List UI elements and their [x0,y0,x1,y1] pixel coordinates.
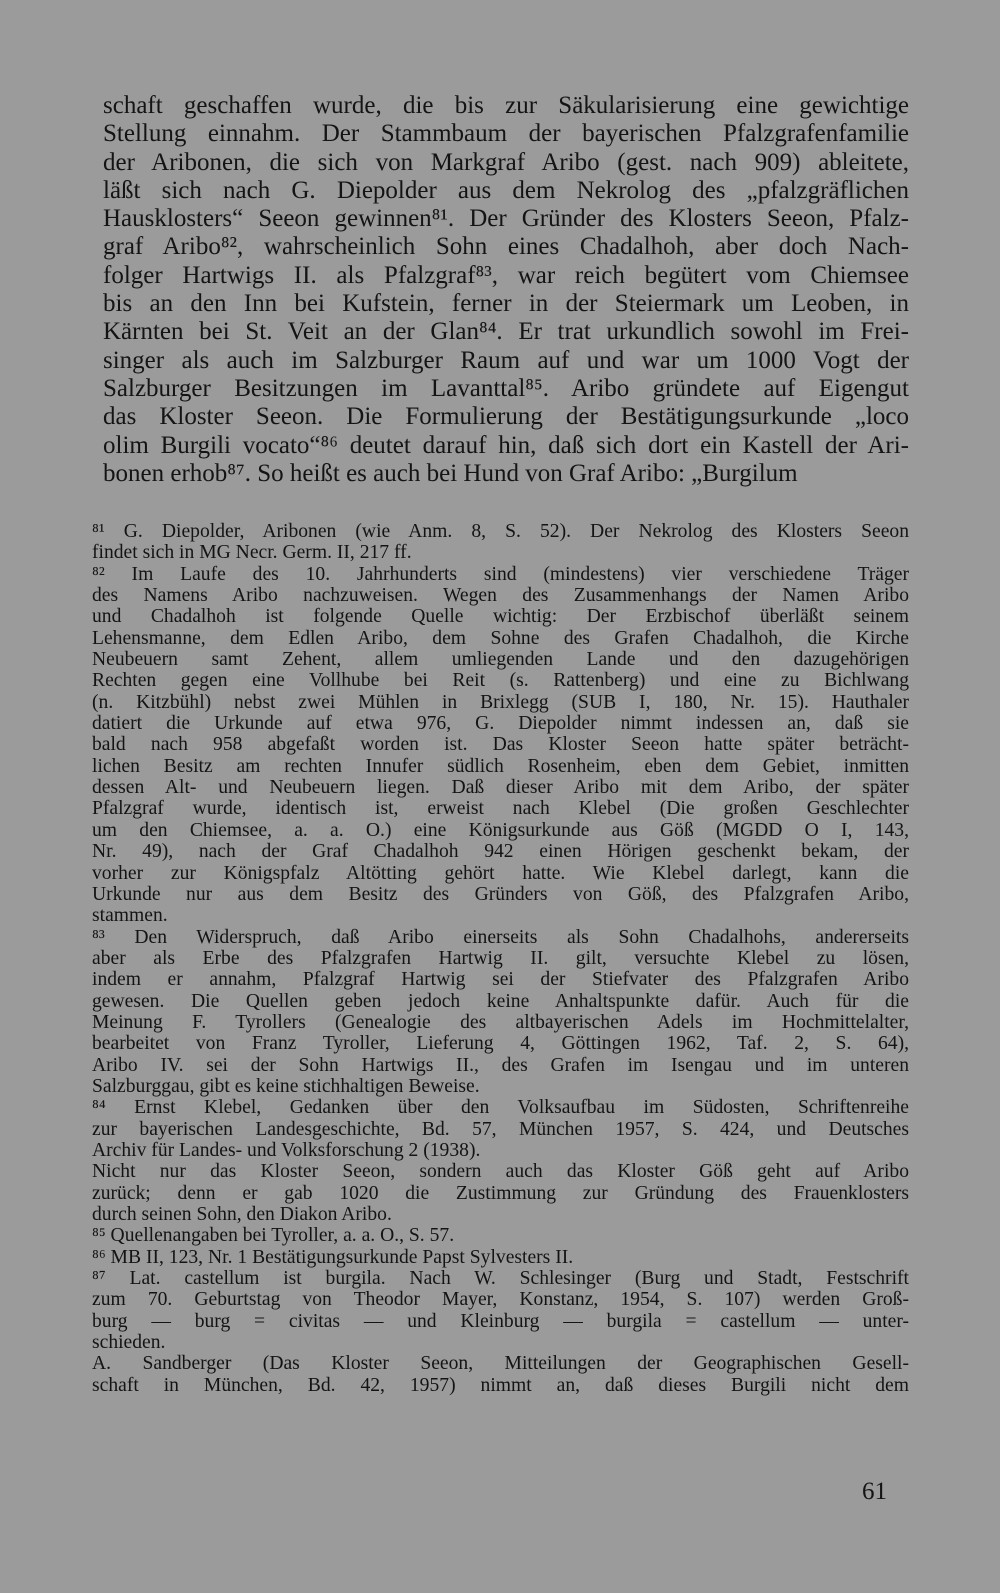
note-line: und Chadalhoh ist folgende Quelle wichtig: Der Erzbischof überläßt seinem [92,606,909,628]
note-line: ⁸³ Den Widerspruch, daß Aribo einerseits als Sohn Chadalhohs, andererseits [92,926,909,948]
note-line: Urkunde nur aus dem Besitz des Gründers von Göß, des Pfalzgrafen Aribo, [92,883,909,905]
body-line: graf Aribo⁸², wahrscheinlich Sohn eines Chadalhoh, aber doch Nach- [103,233,909,261]
note-line: zurück; denn er gab 1020 die Zustimmung zur Gründung des Frauenklosters [92,1182,909,1204]
body-line: singer als auch im Salzburger Raum auf und war um 1000 Vogt der [103,346,909,374]
body-line: bis an den Inn bei Kufstein, ferner in der Steiermark um Leoben, in [103,290,909,318]
note-line: ⁸¹ G. Diepolder, Aribonen (wie Anm. 8, S. 52). Der Nekrolog des Klosters Seeon [92,521,909,542]
body-line: Kärnten bei St. Veit an der Glan⁸⁴. Er trat urkundlich sowohl im Frei- [103,318,909,346]
note-line: zum 70. Geburtstag von Theodor Mayer, Konstanz, 1954, S. 107) werden Groß- [92,1289,909,1311]
note-line: bearbeitet von Franz Tyroller, Lieferung 4, Göttingen 1962, Taf. 2, S. 64), [92,1033,909,1055]
note-line: Meinung F. Tyrollers (Genealogie des altbayerischen Adels im Hochmittelalter, [92,1011,909,1033]
note-line: ⁸⁷ Lat. castellum ist burgila. Nach W. Schlesinger (Burg und Stadt, Festschrift [92,1268,909,1290]
note-line: lichen Besitz am rechten Innufer südlich Rosenheim, eben dem Gebiet, inmitten [92,755,909,777]
body-line: bonen erhob⁸⁷. So heißt es auch bei Hund von Graf Aribo: „Burgilum [103,459,798,487]
note-line: Salzburggau, gibt es keine stichhaltigen Beweise. [92,1075,480,1097]
note-line: findet sich in MG Necr. Germ. II, 217 ff. [92,542,412,564]
note-line: schaft in München, Bd. 42, 1957) nimmt an, daß dieses Burgili nicht dem [92,1374,909,1396]
note-line: A. Sandberger (Das Kloster Seeon, Mitteilungen der Geographischen Gesell- [92,1353,909,1375]
page-number: 61 [862,1478,887,1505]
note-line: stammen. [92,905,168,927]
note-line: des Namens Aribo nachzuweisen. Wegen des Zusammenhangs der Namen Aribo [92,585,909,607]
body-line: schaft geschaffen wurde, die bis zur Säkularisierung eine gewichtige [103,92,909,119]
note-line: durch seinen Sohn, den Diakon Aribo. [92,1204,392,1225]
note-line: Lehensmanne, dem Edlen Aribo, dem Sohne des Grafen Chadalhoh, die Kirche [92,627,909,649]
note-line: (n. Kitzbühl) nebst zwei Mühlen in Brixlegg (SUB I, 180, Nr. 15). Hauthaler [92,691,909,713]
body-line: folger Hartwigs II. als Pfalzgraf⁸³, war reich begütert vom Chiemsee [103,261,909,289]
body-text [103,92,909,488]
note-line: ⁸⁶ MB II, 123, Nr. 1 Bestätigungsurkunde Papst Sylvesters II. [92,1246,574,1268]
note-line: datiert die Urkunde auf etwa 976, G. Diepolder nimmt indessen an, daß sie [92,713,909,735]
note-line: ⁸² Im Laufe des 10. Jahrhunderts sind (mindestens) vier verschiedene Träger [92,563,909,585]
note-line: Archiv für Landes- und Volksforschung 2 (1938). [92,1139,481,1161]
note-line: Neubeuern samt Zehent, allem umliegenden Lande und den dazugehörigen [92,649,909,671]
body-line: Hausklosters“ Seeon gewinnen⁸¹. Der Gründer des Klosters Seeon, Pfalz- [103,205,909,233]
note-line: vorher zur Königspfalz Altötting gehört hatte. Wie Klebel darlegt, kann die [92,862,909,884]
note-line: aber als Erbe des Pfalzgrafen Hartwig II. gilt, versuchte Klebel zu lösen, [92,947,909,969]
body-line: läßt sich nach G. Diepolder aus dem Nekrolog des „pfalzgräflichen [103,176,909,204]
note-line: bald nach 958 abgefaßt worden ist. Das Kloster Seeon hatte später beträcht- [92,734,909,756]
note-line: indem er annahm, Pfalzgraf Hartwig sei der Stiefvater des Pfalzgrafen Aribo [92,969,909,991]
note-line: burg — burg = civitas — und Kleinburg — burgila = castellum — unter- [92,1310,909,1332]
body-line: Salzburger Besitzungen im Lavanttal⁸⁵. Aribo gründete auf Eigengut [103,374,909,402]
note-line: schieden. [92,1332,166,1354]
body-line: der Aribonen, die sich von Markgraf Aribo (gest. nach 909) ableitete, [103,148,909,176]
note-line: dessen Alt- und Neubeuern liegen. Daß dieser Aribo mit dem Aribo, der später [92,777,909,799]
body-line: olim Burgili vocato“⁸⁶ deutet darauf hin, daß sich dort ein Kastell der Ari- [103,431,909,459]
note-line: um den Chiemsee, a. a. O.) eine Königsurkunde aus Göß (MGDD O I, 143, [92,819,909,841]
note-line: Aribo IV. sei der Sohn Hartwigs II., des Grafen im Isengau und im unteren [92,1054,909,1076]
note-line: zur bayerischen Landesgeschichte, Bd. 57, München 1957, S. 424, und Deutsches [92,1118,909,1140]
note-line: Nr. 49), nach der Graf Chadalhoh 942 einen Hörigen geschenkt bekam, der [92,841,909,863]
footnotes [92,521,909,1396]
note-line: ⁸⁵ Quellenangaben bei Tyroller, a. a. O., S. 57. [92,1225,455,1247]
note-line: Pfalzgraf wurde, identisch ist, erweist nach Klebel (Die großen Geschlechter [92,798,909,820]
note-line: Rechten gegen eine Vollhube bei Reit (s. Rattenberg) und eine zu Bichlwang [92,670,909,692]
note-line: gewesen. Die Quellen geben jedoch keine Anhaltspunkte dafür. Auch für die [92,990,909,1012]
body-line: Stellung einnahm. Der Stammbaum der bayerischen Pfalzgrafenfamilie [103,120,909,148]
note-line: Nicht nur das Kloster Seeon, sondern auch das Kloster Göß geht auf Aribo [92,1161,909,1183]
body-line: das Kloster Seeon. Die Formulierung der Bestätigungsurkunde „loco [103,403,909,431]
note-line: ⁸⁴ Ernst Klebel, Gedanken über den Volksaufbau im Südosten, Schriftenreihe [92,1097,909,1119]
